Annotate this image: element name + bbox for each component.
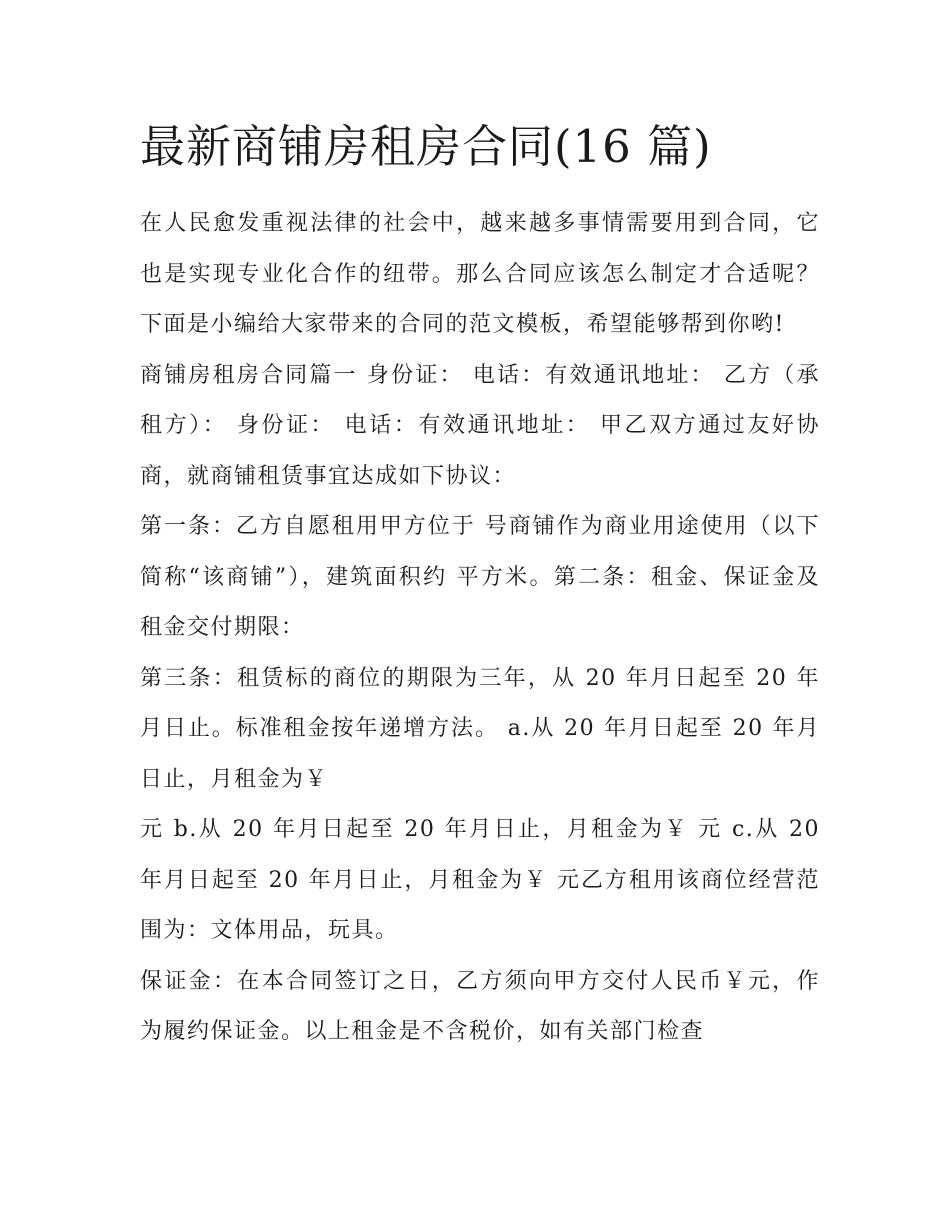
document-body: [140, 199, 820, 1058]
paragraph-article-3: 第三条：租赁标的商位的期限为三年，从 20 年月日起至 20 年月日止。标准租金按年递增方法。 a.从 20 年月日起至 20 年月日止，月租金为￥: [140, 665, 820, 792]
document-title: 最新商铺房租房合同(16 篇): [140, 120, 712, 173]
paragraph-deposit: 保证金：在本合同签订之日，乙方须向甲方交付人民币￥元，作为履约保证金。以上租金是不含税价，如有关部门检查: [140, 968, 820, 1044]
paragraph-parties: 商铺房租房合同篇一 身份证： 电话：有效通讯地址： 乙方（承租方）： 身份证： 电话：有效通讯地址： 甲乙双方通过友好协商，就商铺租赁事宜达成如下协议：: [140, 362, 820, 489]
paragraph-article-1: 第一条：乙方自愿租用甲方位于 号商铺作为商业用途使用（以下简称“该商铺”），建筑面积约 平方米。第二条：租金、保证金及租金交付期限：: [140, 514, 820, 640]
paragraph-rent-schedule: 元 b.从 20 年月日起至 20 年月日止，月租金为￥ 元 c.从 20 年月日起至 20 年月日止，月租金为￥ 元乙方租用该商位经营范围为：文体用品，玩具。: [140, 817, 820, 943]
paragraph-intro: 在人民愈发重视法律的社会中，越来越多事情需要用到合同，它也是实现专业化合作的纽带。那么合同应该怎么制定才合适呢？下面是小编给大家带来的合同的范文模板，希望能够帮到你哟!: [140, 211, 820, 337]
